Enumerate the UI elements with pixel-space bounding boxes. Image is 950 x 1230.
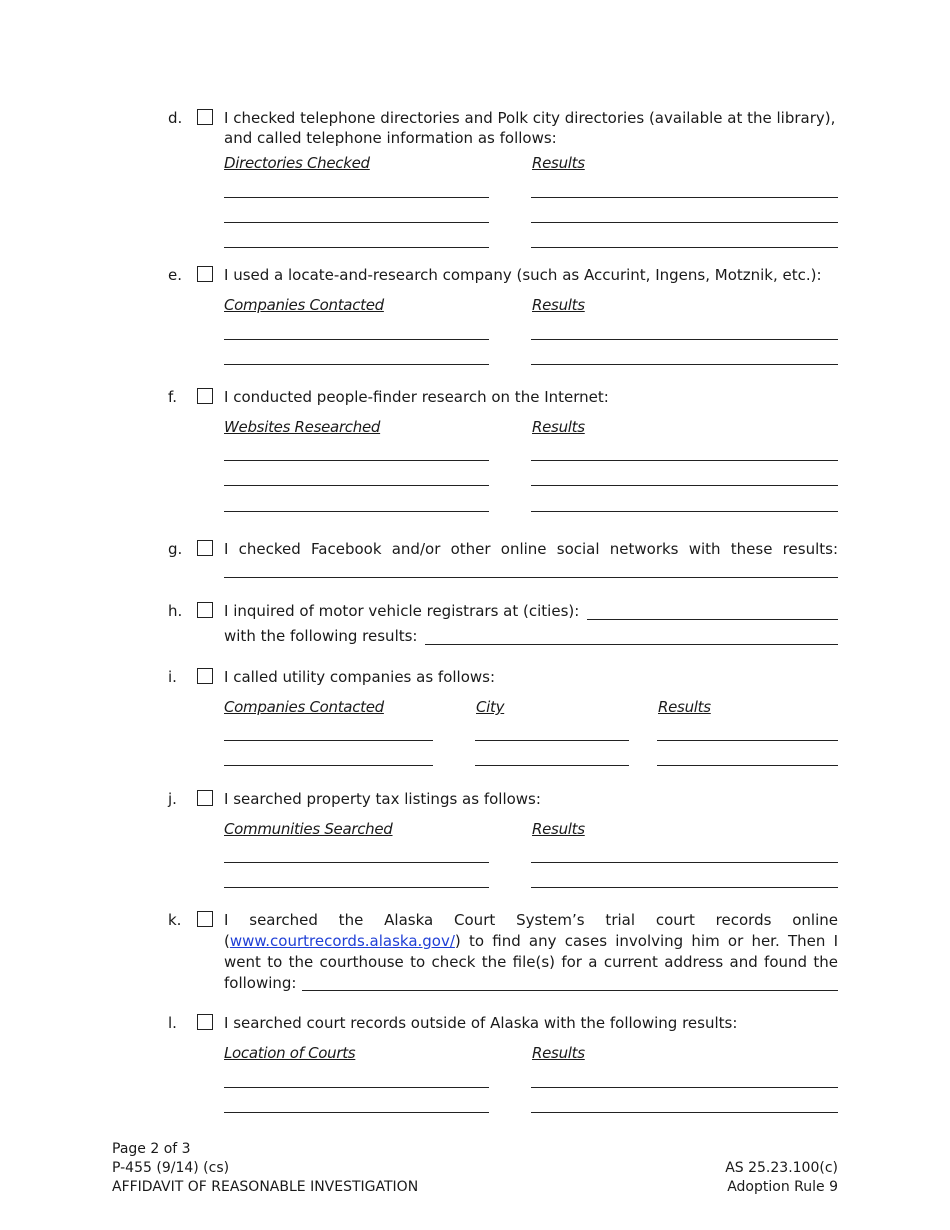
blank-line[interactable]: [224, 887, 489, 888]
cities-blank-line[interactable]: [587, 619, 838, 620]
blank-line[interactable]: [224, 1112, 489, 1113]
blank-line[interactable]: [531, 1112, 838, 1113]
blank-line[interactable]: [302, 990, 838, 991]
item-i-text: I called utility companies as follows:: [224, 668, 496, 686]
column-header: Websites Researched: [224, 418, 381, 436]
column-header: Companies Contacted: [224, 698, 384, 716]
column-header: City: [476, 698, 505, 716]
column-header: Results: [532, 418, 585, 436]
blank-line[interactable]: [224, 740, 433, 741]
blank-line[interactable]: [224, 1087, 489, 1088]
checkbox-i[interactable]: [197, 668, 213, 684]
item-k-text-line2-rest: ) to find any cases involving him or her. Then I: [454, 932, 838, 950]
blank-line[interactable]: [475, 765, 629, 766]
item-letter: k.: [168, 911, 182, 929]
item-f-text: I conducted people-finder research on the Internet:: [224, 388, 609, 406]
item-letter: d.: [168, 109, 183, 127]
item-letter: h.: [168, 602, 183, 620]
blank-line[interactable]: [224, 765, 433, 766]
item-j-text: I searched property tax listings as follows:: [224, 790, 541, 808]
rule-reference: Adoption Rule 9: [727, 1179, 838, 1195]
blank-line[interactable]: [531, 1087, 838, 1088]
item-letter: e.: [168, 266, 182, 284]
item-letter: g.: [168, 540, 183, 558]
item-g-text: I checked Facebook and/or other online social networks with these results:: [224, 540, 838, 558]
item-k-text-line4: following:: [224, 974, 297, 992]
blank-line[interactable]: [224, 460, 489, 461]
item-l-text: I searched court records outside of Alaska with the following results:: [224, 1014, 738, 1032]
item-k-text-line1: I searched the Alaska Court System’s trial court records online: [224, 911, 838, 929]
column-header: Results: [532, 296, 585, 314]
results-blank-line[interactable]: [425, 644, 838, 645]
blank-line[interactable]: [224, 247, 489, 248]
blank-line[interactable]: [224, 511, 489, 512]
blank-line[interactable]: [531, 247, 838, 248]
blank-line[interactable]: [224, 364, 489, 365]
blank-line[interactable]: [657, 765, 838, 766]
blank-line[interactable]: [224, 197, 489, 198]
column-header: Results: [658, 698, 711, 716]
form-number: P-455 (9/14) (cs): [112, 1160, 230, 1176]
item-letter: l.: [168, 1014, 177, 1032]
blank-line[interactable]: [531, 339, 838, 340]
column-header: Results: [532, 1044, 585, 1062]
blank-line[interactable]: [531, 511, 838, 512]
item-k-text-line3: went to the courthouse to check the file(s) for a current address and found the: [224, 953, 838, 971]
checkbox-g[interactable]: [197, 540, 213, 556]
blank-line[interactable]: [224, 222, 489, 223]
form-title: AFFIDAVIT OF REASONABLE INVESTIGATION: [112, 1179, 419, 1195]
page-number: Page 2 of 3: [112, 1141, 191, 1157]
blank-line[interactable]: [475, 740, 629, 741]
blank-line[interactable]: [531, 862, 838, 863]
checkbox-f[interactable]: [197, 388, 213, 404]
item-h-text: I inquired of motor vehicle registrars at (cities):: [224, 602, 580, 620]
blank-line[interactable]: [531, 460, 838, 461]
item-k-text-line2: [224, 931, 838, 951]
item-d-text-line2: and called telephone information as follows:: [224, 129, 557, 147]
blank-line[interactable]: [531, 485, 838, 486]
statute-reference: AS 25.23.100(c): [725, 1160, 838, 1176]
blank-line[interactable]: [531, 197, 838, 198]
checkbox-j[interactable]: [197, 790, 213, 806]
column-header: Results: [532, 820, 585, 838]
column-header: Directories Checked: [224, 154, 370, 172]
item-letter: j.: [168, 790, 177, 808]
blank-line[interactable]: [531, 364, 838, 365]
column-header: Communities Searched: [224, 820, 393, 838]
checkbox-h[interactable]: [197, 602, 213, 618]
column-header: Results: [532, 154, 585, 172]
item-d-text-line1: I checked telephone directories and Polk city directories (available at the library),: [224, 109, 836, 127]
item-h-text-line2: with the following results:: [224, 627, 418, 645]
checkbox-k[interactable]: [197, 911, 213, 927]
item-e-text: I used a locate-and-research company (such as Accurint, Ingens, Motznik, etc.):: [224, 266, 822, 284]
blank-line[interactable]: [531, 887, 838, 888]
blank-line[interactable]: [224, 862, 489, 863]
column-header: Companies Contacted: [224, 296, 384, 314]
blank-line[interactable]: [531, 222, 838, 223]
blank-line[interactable]: [224, 485, 489, 486]
blank-line[interactable]: [224, 339, 489, 340]
paren-open: (: [224, 932, 230, 950]
item-letter: i.: [168, 668, 177, 686]
checkbox-d[interactable]: [197, 109, 213, 125]
checkbox-l[interactable]: [197, 1014, 213, 1030]
checkbox-e[interactable]: [197, 266, 213, 282]
column-header: Location of Courts: [224, 1044, 356, 1062]
item-letter: f.: [168, 388, 177, 406]
court-records-link[interactable]: www.courtrecords.alaska.gov/: [229, 932, 455, 950]
blank-line[interactable]: [224, 577, 838, 578]
blank-line[interactable]: [657, 740, 838, 741]
